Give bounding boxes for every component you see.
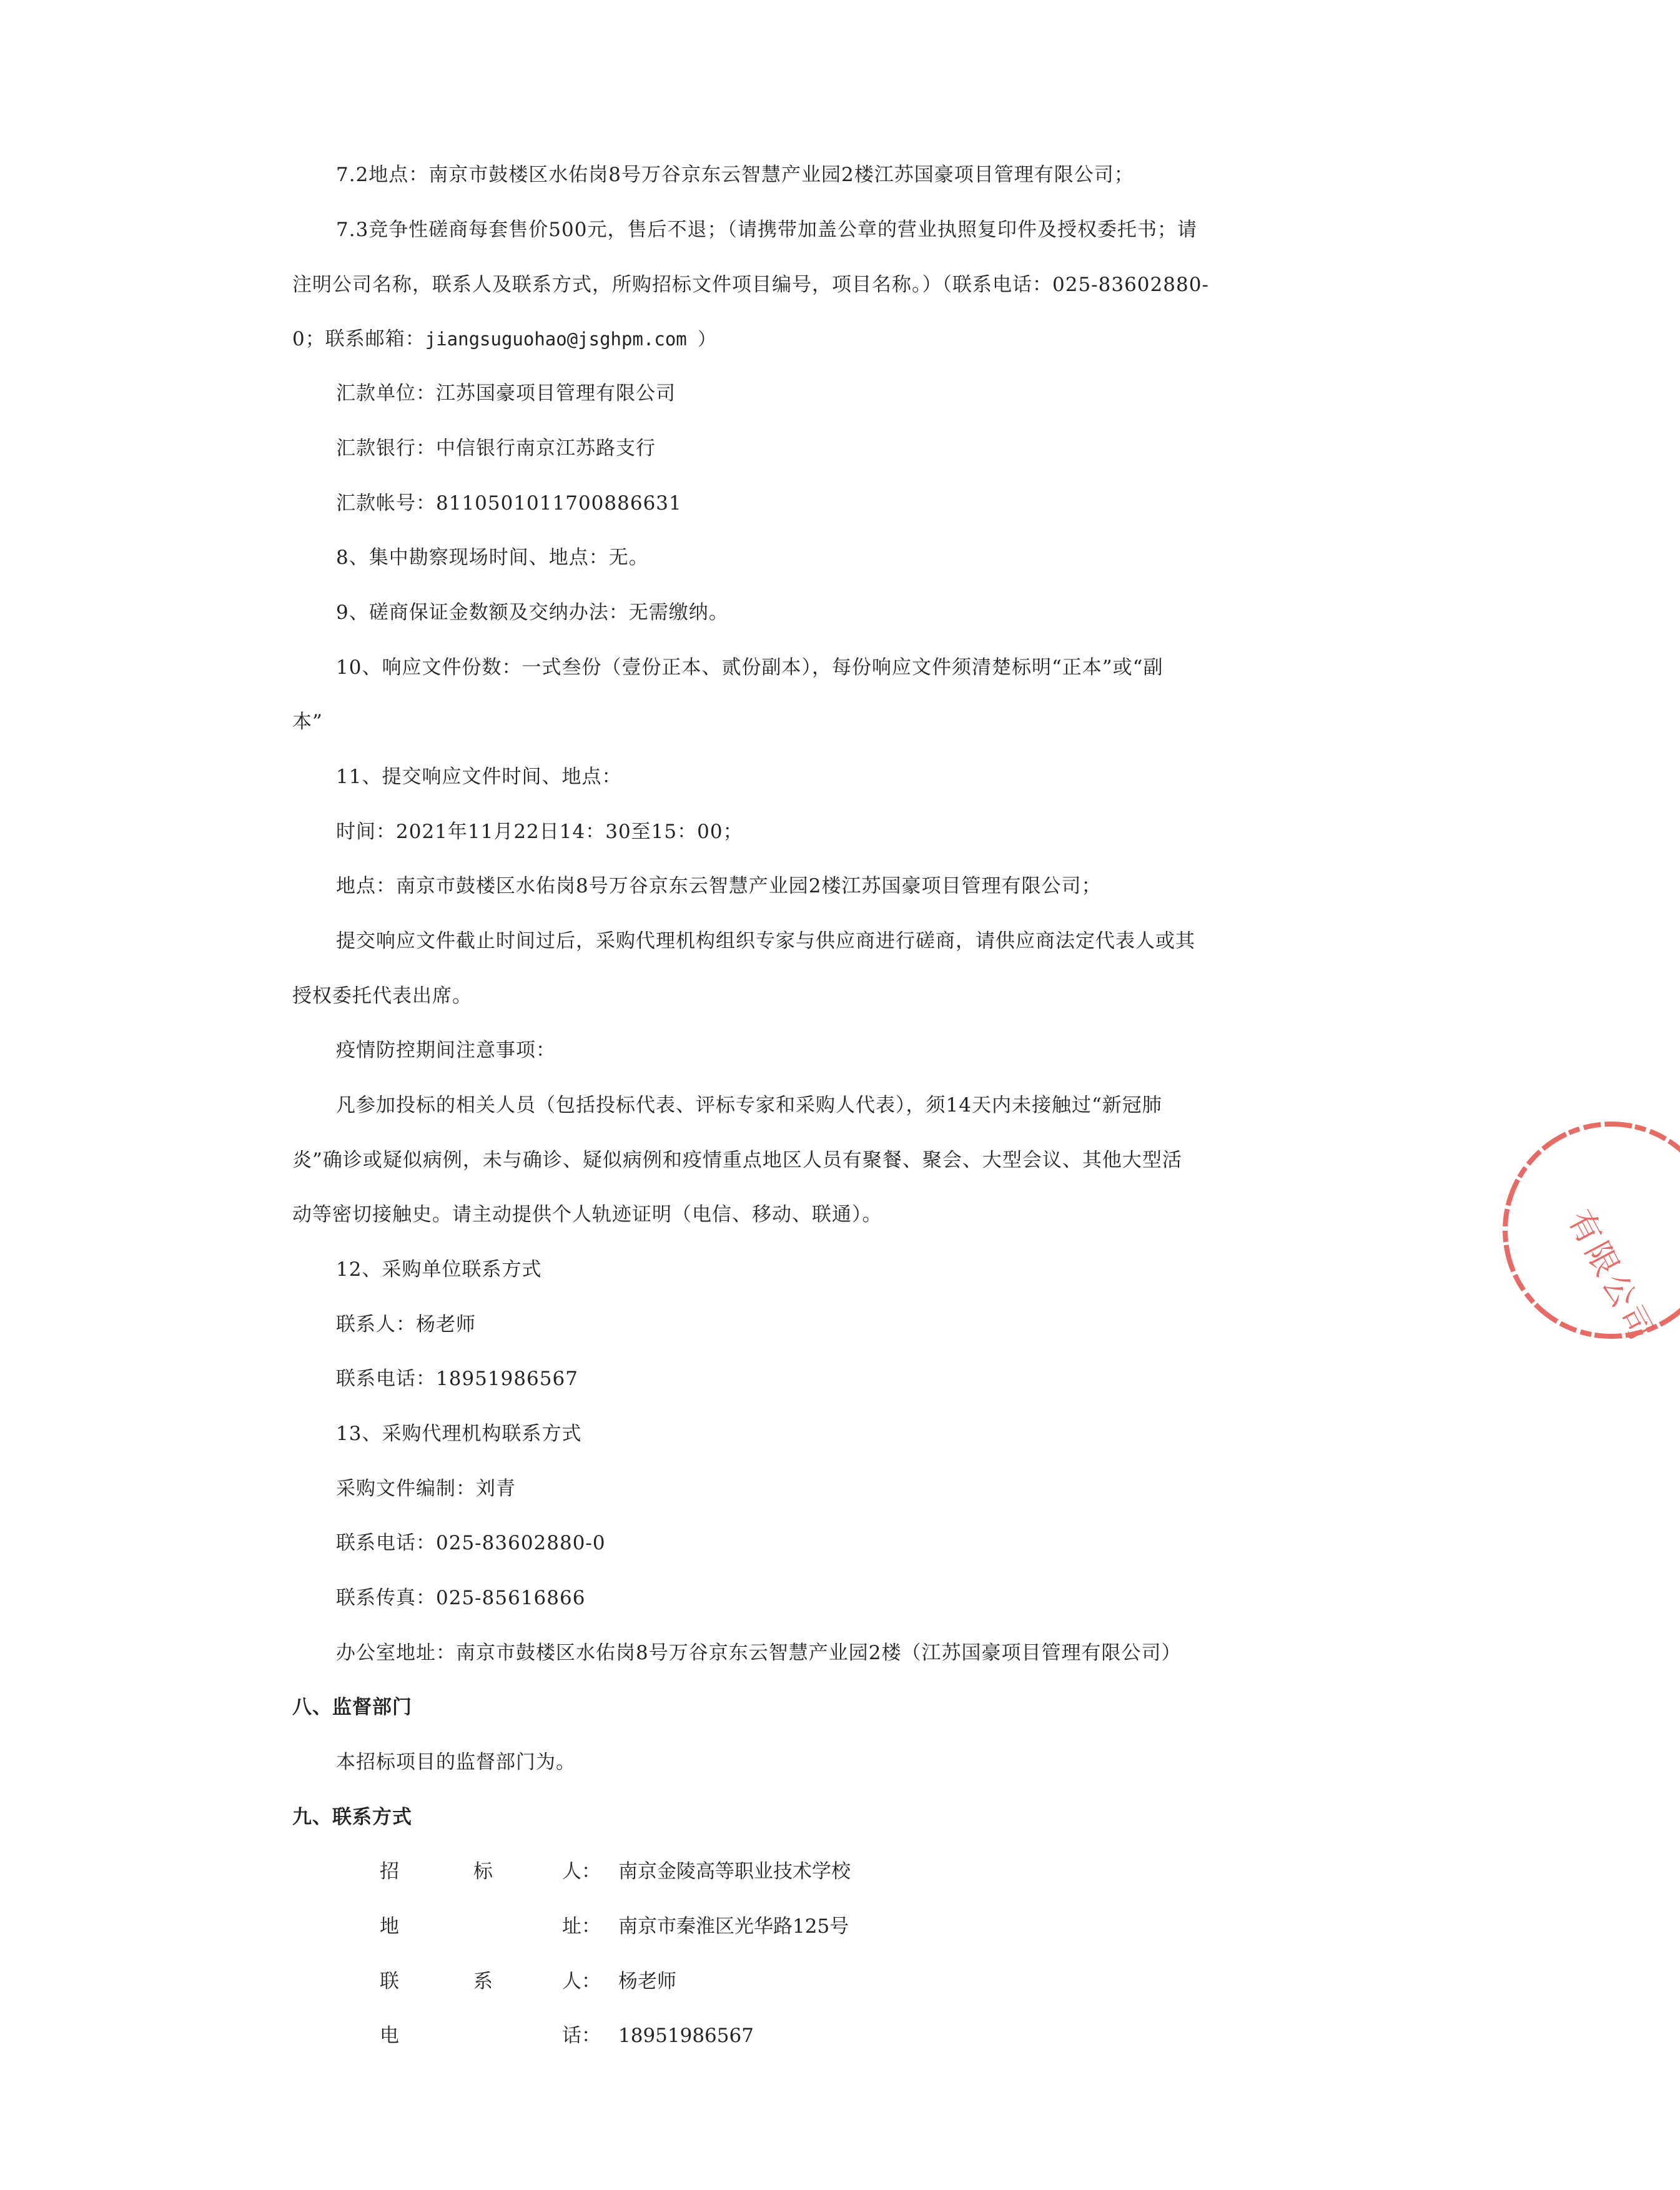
item-13-phone: 联系电话：025-83602880-0 — [336, 1532, 606, 1554]
contact-label-char1: 招 — [380, 1860, 399, 1883]
contact-label-char3: 址： — [562, 1915, 601, 1938]
item-13-editor: 采购文件编制：刘青 — [336, 1477, 516, 1500]
contact-label-char1: 地 — [380, 1915, 399, 1938]
section-9-title: 九、联系方式 — [292, 1806, 412, 1828]
item-11-heading: 11、提交响应文件时间、地点： — [336, 766, 622, 788]
epidemic-line2: 炎”确诊或疑似病例，未与确诊、疑似病例和疫情重点地区人员有聚餐、聚会、大型会议、其他大型活 — [292, 1149, 1182, 1171]
contact-value: 南京金陵高等职业技术学校 — [618, 1860, 851, 1883]
contact-label-char1: 联 — [380, 1970, 399, 1993]
remit-account: 汇款帐号：8110501011700886631 — [336, 492, 682, 515]
item-13-office: 办公室地址：南京市鼓楼区水佑岗8号万谷京东云智慧产业园2楼（江苏国豪项目管理有限公司） — [336, 1642, 1182, 1664]
contact-email: jiangsuguohao@jsghpm.com ） — [425, 328, 716, 350]
item-11-time: 时间：2021年11月22日14：30至15：00； — [336, 821, 743, 843]
contact-label-char1: 电 — [380, 2025, 399, 2047]
company-seal-stamp — [1493, 1112, 1680, 1349]
contact-label-char3: 话： — [562, 2025, 601, 2047]
section-8-text: 本招标项目的监督部门为。 — [336, 1751, 576, 1773]
item-9-deposit: 9、磋商保证金数额及交纳办法：无需缴纳。 — [336, 601, 729, 624]
item-12-phone: 联系电话：18951986567 — [336, 1368, 578, 1390]
item-8-site-visit: 8、集中勘察现场时间、地点：无。 — [336, 546, 649, 569]
contact-value: 南京市秦淮区光华路125号 — [618, 1915, 849, 1938]
epidemic-line3: 动等密切接触史。请主动提供个人轨迹证明（电信、移动、联通）。 — [292, 1203, 882, 1226]
item-7-3-price-line2: 注明公司名称，联系人及联系方式，所购招标文件项目编号，项目名称。）（联系电话：025-83602880- — [292, 274, 1209, 296]
item-7-3-price-line1: 7.3竞争性磋商每套售价500元，售后不退；（请携带加盖公章的营业执照复印件及授权委托书；请 — [336, 219, 1197, 241]
contact-label-char3: 人： — [562, 1860, 601, 1883]
contact-value: 18951986567 — [618, 2025, 754, 2047]
item-7-2-location: 7.2地点：南京市鼓楼区水佑岗8号万谷京东云智慧产业园2楼江苏国豪项目管理有限公司； — [336, 164, 1134, 186]
item-11-note-line2: 授权委托代表出席。 — [292, 985, 472, 1007]
item-12-heading: 12、采购单位联系方式 — [336, 1258, 542, 1281]
epidemic-title: 疫情防控期间注意事项： — [336, 1039, 556, 1062]
contact-label-char3: 人： — [562, 1970, 601, 1993]
section-8-title: 八、监督部门 — [292, 1696, 412, 1719]
item-13-heading: 13、采购代理机构联系方式 — [336, 1423, 582, 1445]
contact-label-char2: 系 — [473, 1970, 493, 1993]
item-11-place: 地点：南京市鼓楼区水佑岗8号万谷京东云智慧产业园2楼江苏国豪项目管理有限公司； — [336, 875, 1102, 897]
remit-unit: 汇款单位：江苏国豪项目管理有限公司 — [336, 382, 676, 405]
email-label: 0；联系邮箱： — [292, 328, 425, 350]
item-10-copies-line1: 10、响应文件份数：一式叁份（壹份正本、贰份副本），每份响应文件须清楚标明“正本”或“副 — [336, 656, 1164, 679]
item-11-note-line1: 提交响应文件截止时间过后，采购代理机构组织专家与供应商进行磋商，请供应商法定代表人或其 — [336, 930, 1195, 952]
contact-value: 杨老师 — [618, 1970, 676, 1993]
svg-text:有限公司: 有限公司 — [1560, 1203, 1662, 1349]
epidemic-line1: 凡参加投标的相关人员（包括投标代表、评标专家和采购人代表），须14天内未接触过“新冠肺 — [336, 1094, 1162, 1117]
item-7-3-price-line3 — [292, 327, 716, 352]
item-12-contact: 联系人：杨老师 — [336, 1313, 476, 1336]
remit-bank: 汇款银行：中信银行南京江苏路支行 — [336, 437, 656, 460]
item-10-copies-line2: 本” — [292, 711, 323, 733]
item-13-fax: 联系传真：025-85616866 — [336, 1587, 586, 1609]
contact-label-char2: 标 — [473, 1860, 493, 1883]
